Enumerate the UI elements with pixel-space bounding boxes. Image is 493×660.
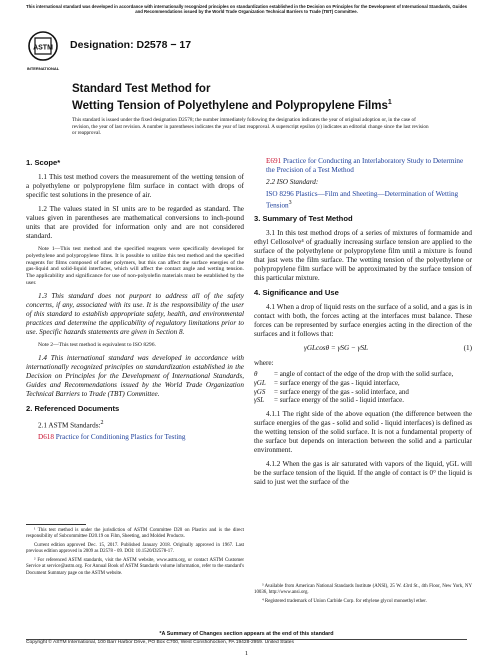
para-1-4: 1.4 This international standard was developed in accordance with internationally recognized principles on standardization established in the Decision on Principles for the Development of International Standards, Guides and Recommendations issued by the World Trade Organization Technical Barriers to Trade (TBT) Committee. (26, 353, 244, 398)
para-1-2: 1.2 The values stated in SI units are to be regarded as standard. The values given in parentheses are mathematical conversions to inch-pound units that are provided for information only and are not considered standard. (26, 205, 244, 240)
equation-text: γGLcosθ = γSG − γSL (304, 344, 369, 353)
para-4-1: 4.1 When a drop of liquid rests on the surface of a solid, and a gas is in contact with both, the forces acting at the interfaces must balance. These forces can be represented by surface energies acting in the direction of the surfaces and it follows that: (254, 303, 472, 339)
para-4-1-1: 4.1.1 The right side of the above equation (the difference between the surface energies of the gas - solid and solid - liquid interfaces) is defined as the wetting tension of the solid surface. It is not a fundamental property of the surface but depends on interaction between the solid and a particular environment. (254, 409, 472, 454)
footnote-1: ¹ This test method is under the jurisdiction of ASTM Committee D20 on Plastics and is the direct responsibility of Subcommittee D20.19 on Film, Sheeting, and Molded Products. (26, 528, 244, 540)
astm-logo (26, 30, 60, 74)
page-number: 1 (244, 650, 249, 657)
equation-number: (1) (463, 344, 472, 353)
note-2: Note 2—This test method is equivalent to ISO 8296. (38, 341, 156, 348)
para-4-1-2: 4.1.2 When the gas is air saturated with vapors of the liquid, γGL will be the surface tension of the liquid. If the angle of contact is 0° the liquid is said to just wet the surface of the (254, 459, 472, 486)
section-4-heading: 4. Significance and Use (254, 288, 339, 298)
footnote-4: ⁴ Registered trademark of Union Carbide Corp. for ethylene glycol monoethyl ether. (262, 599, 427, 605)
para-3-1: 3.1 In this test method drops of a series of mixtures of formamide and ethyl Cellosolve⁴ of gradually increasing surface tension are applied to the surface of the polyethylene or polypropylene film until a mixture is found that just wets the film surface. The wetting tension of the polyethylene or polypropylene film surface will be approximated by the surface tension of this particular mixture. (254, 229, 472, 283)
section-3-heading: 3. Summary of Test Method (254, 214, 353, 224)
reference-e691[interactable]: E691 Practice for Conducting an Interlaboratory Study to Determine the Precision of a Test Method (266, 157, 464, 174)
footnote-1-edition: Current edition approved Dec. 15, 2017. Published January 2018. Originally approved in 1967. Last previous edition approved in 2009 as D2578 - 09. DOI: 10.1520/D2578-17. (26, 543, 244, 555)
section-2-heading: 2. Referenced Documents (26, 403, 120, 413)
left-column (26, 154, 244, 445)
right-column (254, 157, 472, 492)
copyright: Copyright © ASTM International, 100 Barr Harbor Drive, PO Box C700, West Conshohocken, PA 19428-2959. United States (26, 640, 294, 645)
designation: Designation: D2578 − 17 (70, 39, 192, 51)
summary-of-changes-note: *A Summary of Changes section appears at the end of this standard (159, 631, 334, 637)
para-1-1: 1.1 This test method covers the measurement of the wetting tension of a polyethylene or polypropylene film surface in contact with drops of specific test solutions in the presence of air. (26, 173, 244, 199)
definition-row: γGS = surface energy of the gas - solid interface, and (254, 387, 409, 396)
definition-row: γSL = surface energy of the solid - liquid interface. (254, 396, 404, 405)
footnote-3: ³ Available from American National Standards Institute (ANSI), 25 W. 43rd St., 4th Floor, New York, NY 10036, http://www.ansi.org. (254, 584, 472, 596)
definitions-list (254, 370, 472, 404)
top-notice: This international standard was developed in accordance with internationally recognized principles on standardization established in the Decision on Principles for the Development of International Standards, Guides and Recommendations issued by the World Trade Organization Technical Barriers to Trade (TBT) Committee. (26, 4, 467, 15)
definition-row: θ = angle of contact of the edge of the drop with the solid surface, (254, 370, 454, 379)
definition-row: γGL = surface energy of the gas - liquid interface, (254, 378, 400, 387)
reference-d618[interactable]: D618 Practice for Conditioning Plastics for Testing (38, 432, 186, 441)
para-2-1: 2.1 ASTM Standards:$^2$ (38, 419, 104, 429)
svg-text:INTERNATIONAL: INTERNATIONAL (26, 66, 60, 71)
section-1-heading: 1. Scope* (26, 158, 61, 167)
equation-1 (254, 344, 472, 353)
footnote-2: ² For referenced ASTM standards, visit the ASTM website, www.astm.org, or contact ASTM Customer Service at service@astm.org. For Annual Book of ASTM Standards volume information, refer to the standard's Document Summary page on the ASTM website. (26, 558, 244, 576)
footnotes-left (26, 524, 244, 580)
para-1-3: 1.3 This standard does not purport to address all of the safety concerns, if any, associated with its use. It is the responsibility of the user of this standard to establish appropriate safety, health, and environmental practices and determine the applicability of regulatory limitations prior to use. Specific hazards statements are given in Section 8. (26, 291, 244, 336)
footnotes-right (254, 584, 472, 608)
where-label: where: (254, 359, 274, 368)
title-line-2: Wetting Tension of Polyethylene and Polypropylene Films$^1$ (72, 99, 392, 112)
reference-iso-8296[interactable]: ISO 8296 Plastics—Film and Sheeting—Determination of Wetting Tension$^3$ (266, 190, 459, 210)
header (26, 30, 466, 74)
svg-text:ASTM: ASTM (33, 44, 53, 52)
para-2-2: 2.2 ISO Standard: (266, 178, 319, 186)
note-1: Note 1—This test method and the specified reagents were specifically developed for polyethylene and polypropylene films. It is possible to utilize this test method and the specified reagents for films composed of other polymers, but this can affect the surface energies of the gas-liquid and solid-liquid interfaces, which will affect the contact angle and wetting tension. The applicability and significance for use of non-polyolefin materials must be established by the user. (26, 246, 244, 286)
footnote-divider (26, 524, 86, 525)
issued-statement: This standard is issued under the fixed designation D2578; the number immediately following the designation indicates the year of original adoption or, in the case of revision, the year of last revision. A number in parentheses indicates the year of last reapproval. A superscript epsilon (ε) indicates an editorial change since the last revision or reapproval. (72, 117, 429, 137)
title-line-1: Standard Test Method for (72, 83, 211, 95)
page-title (72, 82, 392, 113)
